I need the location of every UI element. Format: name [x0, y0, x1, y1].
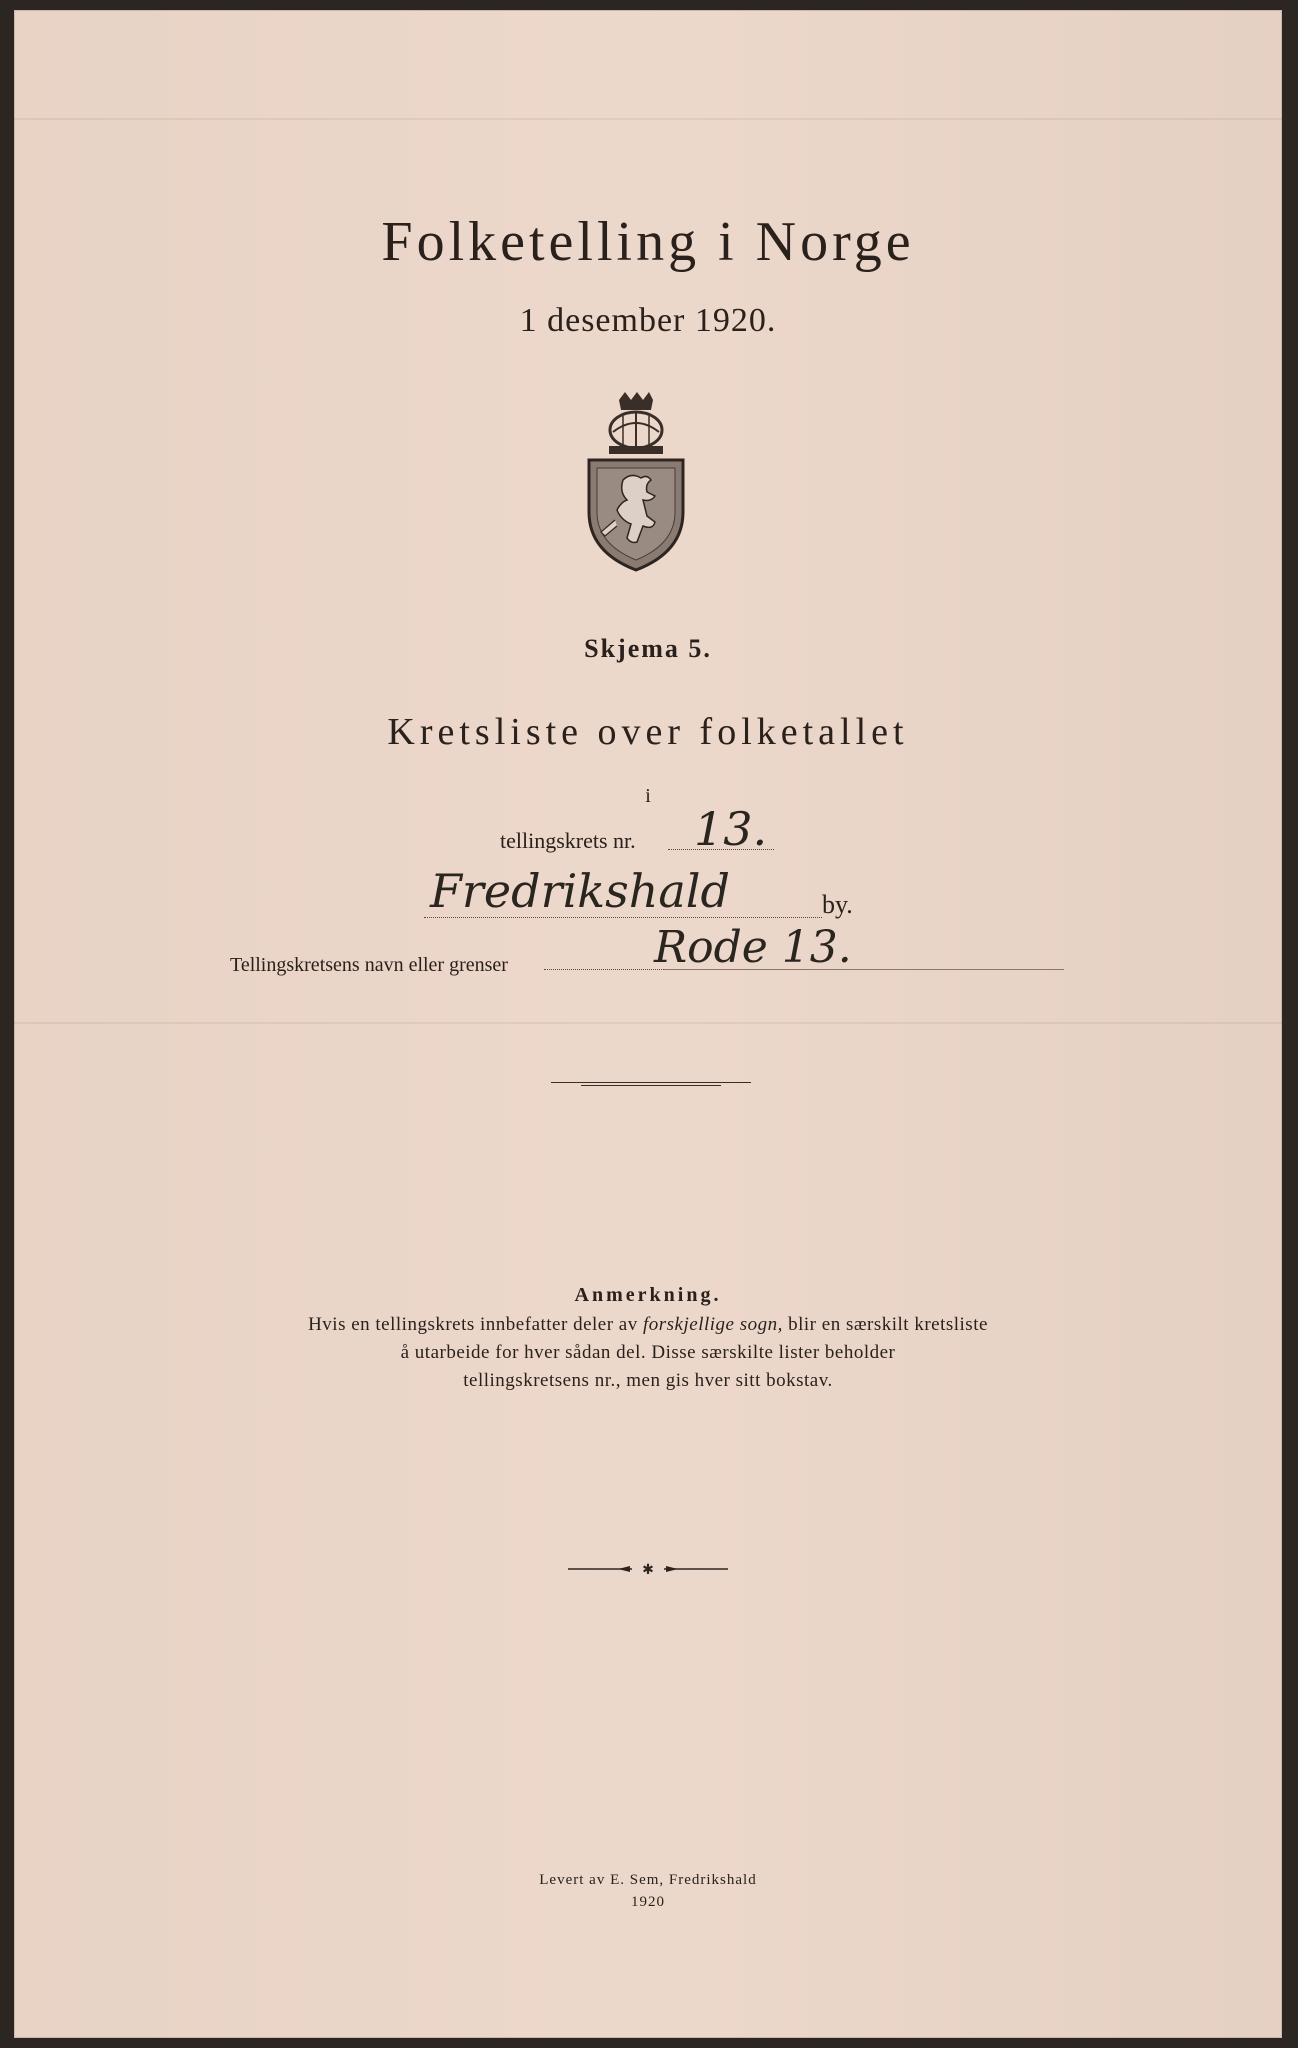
district-number-value: 13. — [694, 802, 768, 856]
boundary-label: Tellingskretsens navn eller grenser — [230, 954, 508, 976]
note-line-1: Hvis en tellingskrets innbefatter deler av forskjellige sogn, blir en særskilt kretsliste — [308, 1314, 988, 1335]
svg-text:✱: ✱ — [642, 1562, 654, 1576]
district-number-label: tellingskrets nr. — [500, 828, 636, 853]
star-ornament-icon — [568, 1562, 728, 1576]
preposition-label: i — [645, 785, 651, 807]
printer-year: 1920 — [631, 1894, 665, 1910]
note-title: Anmerkning. — [574, 1284, 722, 1306]
norwegian-coat-of-arms-icon — [581, 392, 691, 572]
form-date: 1 desember 1920. — [519, 302, 777, 339]
note-line-2: å utarbeide for hver sådan del. Disse særskilte lister beholder — [400, 1342, 896, 1363]
town-suffix: by. — [822, 890, 853, 919]
schema-label: Skjema 5. — [584, 634, 712, 663]
printer-credit: Levert av E. Sem, Fredrikshald — [539, 1872, 757, 1888]
paper-fold — [14, 1022, 1282, 1024]
paper-fold — [14, 118, 1282, 120]
form-title: Folketelling i Norge — [381, 211, 915, 273]
town-name-value: Fredrikshald — [430, 864, 730, 918]
section-divider — [551, 1082, 751, 1086]
note-line-3: tellingskretsens nr., men gis hver sitt bokstav. — [463, 1370, 833, 1391]
form-subtitle: Kretsliste over folketallet — [387, 711, 909, 753]
census-form-page — [14, 10, 1282, 2038]
boundary-value: Rode 13. — [654, 922, 852, 973]
